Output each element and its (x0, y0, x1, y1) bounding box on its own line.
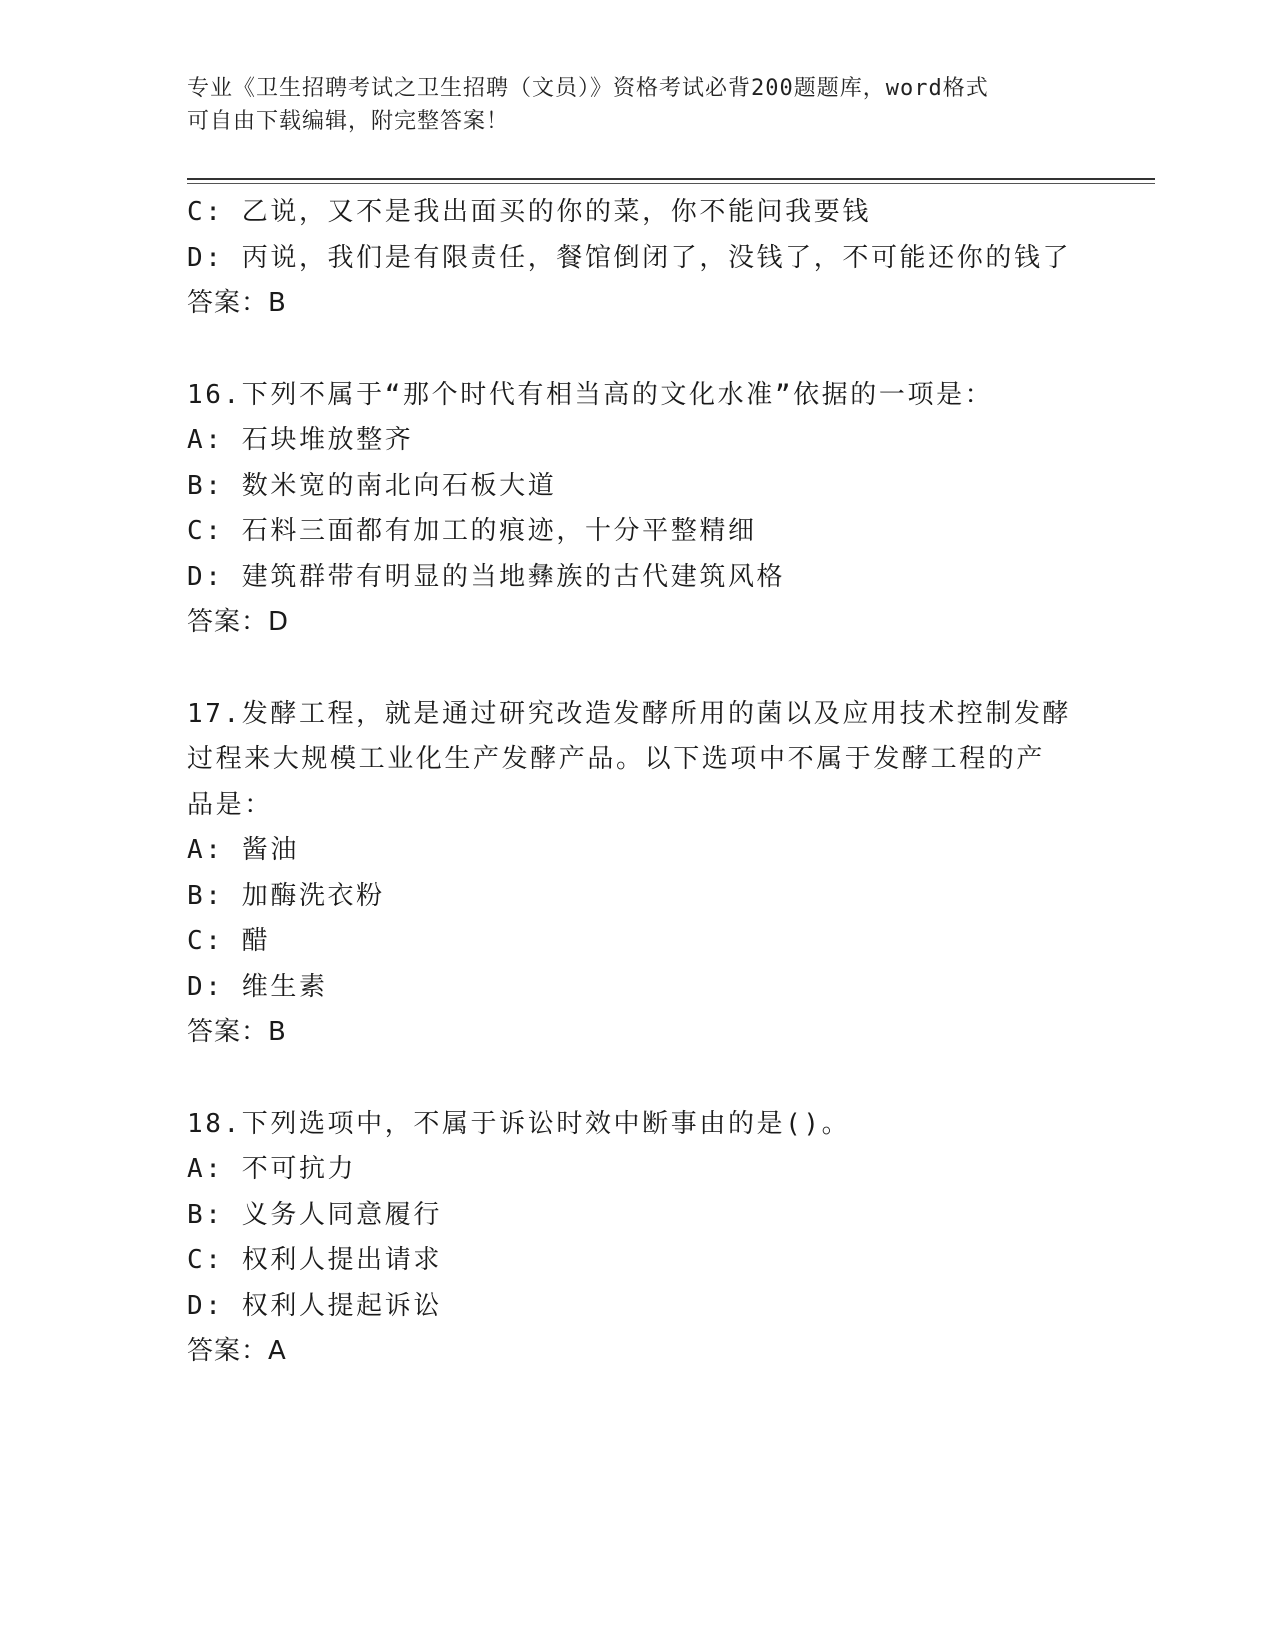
question-list (187, 190, 1087, 1375)
answer-line: 答案：A (187, 1336, 287, 1366)
question-18 (187, 1102, 1087, 1375)
header-divider-thick (187, 178, 1155, 180)
option-d: D: 权利人提起诉讼 (187, 1290, 442, 1321)
header-title-line-2: 可自由下载编辑，附完整答案！ (187, 109, 510, 134)
question-17 (187, 692, 1087, 1056)
option-d: D: 维生素 (187, 971, 328, 1002)
option-c: C: 石料三面都有加工的痕迹，十分平整精细 (187, 516, 757, 546)
header-title-line-1: 专业《卫生招聘考试之卫生招聘（文员）》资格考试必背200题题库，word格式 (187, 76, 989, 101)
answer-line: 答案：B (187, 1017, 287, 1047)
header-divider-thin (187, 183, 1155, 184)
answer-line: 答案：D (187, 607, 290, 637)
spacer (187, 646, 1087, 692)
question-stem-line-3: 品是： (187, 789, 273, 820)
spacer (187, 327, 1087, 373)
question-stem: 16.下列不属于“那个时代有相当高的文化水准”依据的一项是： (187, 379, 994, 410)
document-header (187, 72, 1087, 138)
option-c: C: 乙说，又不是我出面买的你的菜，你不能问我要钱 (187, 197, 871, 227)
option-c: C: 权利人提出请求 (187, 1245, 442, 1275)
question-stem: 18.下列选项中，不属于诉讼时效中断事由的是()。 (187, 1108, 851, 1139)
option-a: A: 酱油 (187, 835, 299, 865)
option-b: B: 义务人同意履行 (187, 1199, 442, 1230)
option-c: C: 醋 (187, 926, 271, 956)
question-stem-line-1: 17.发酵工程，就是通过研究改造发酵所用的菌以及应用技术控制发酵 (187, 698, 1072, 729)
option-a: A: 不可抗力 (187, 1154, 357, 1184)
answer-line: 答案：B (187, 288, 287, 318)
spacer (187, 1056, 1087, 1102)
option-a: A: 石块堆放整齐 (187, 425, 414, 455)
option-d: D: 建筑群带有明显的当地彝族的古代建筑风格 (187, 561, 786, 592)
option-b: B: 数米宽的南北向石板大道 (187, 470, 557, 501)
question-15-tail (187, 190, 1087, 327)
question-stem-line-2: 过程来大规模工业化生产发酵产品。以下选项中不属于发酵工程的产 (187, 744, 1046, 774)
question-16 (187, 373, 1087, 646)
option-d: D: 丙说，我们是有限责任，餐馆倒闭了，没钱了，不可能还你的钱了 (187, 242, 1072, 273)
option-b: B: 加酶洗衣粉 (187, 880, 385, 911)
